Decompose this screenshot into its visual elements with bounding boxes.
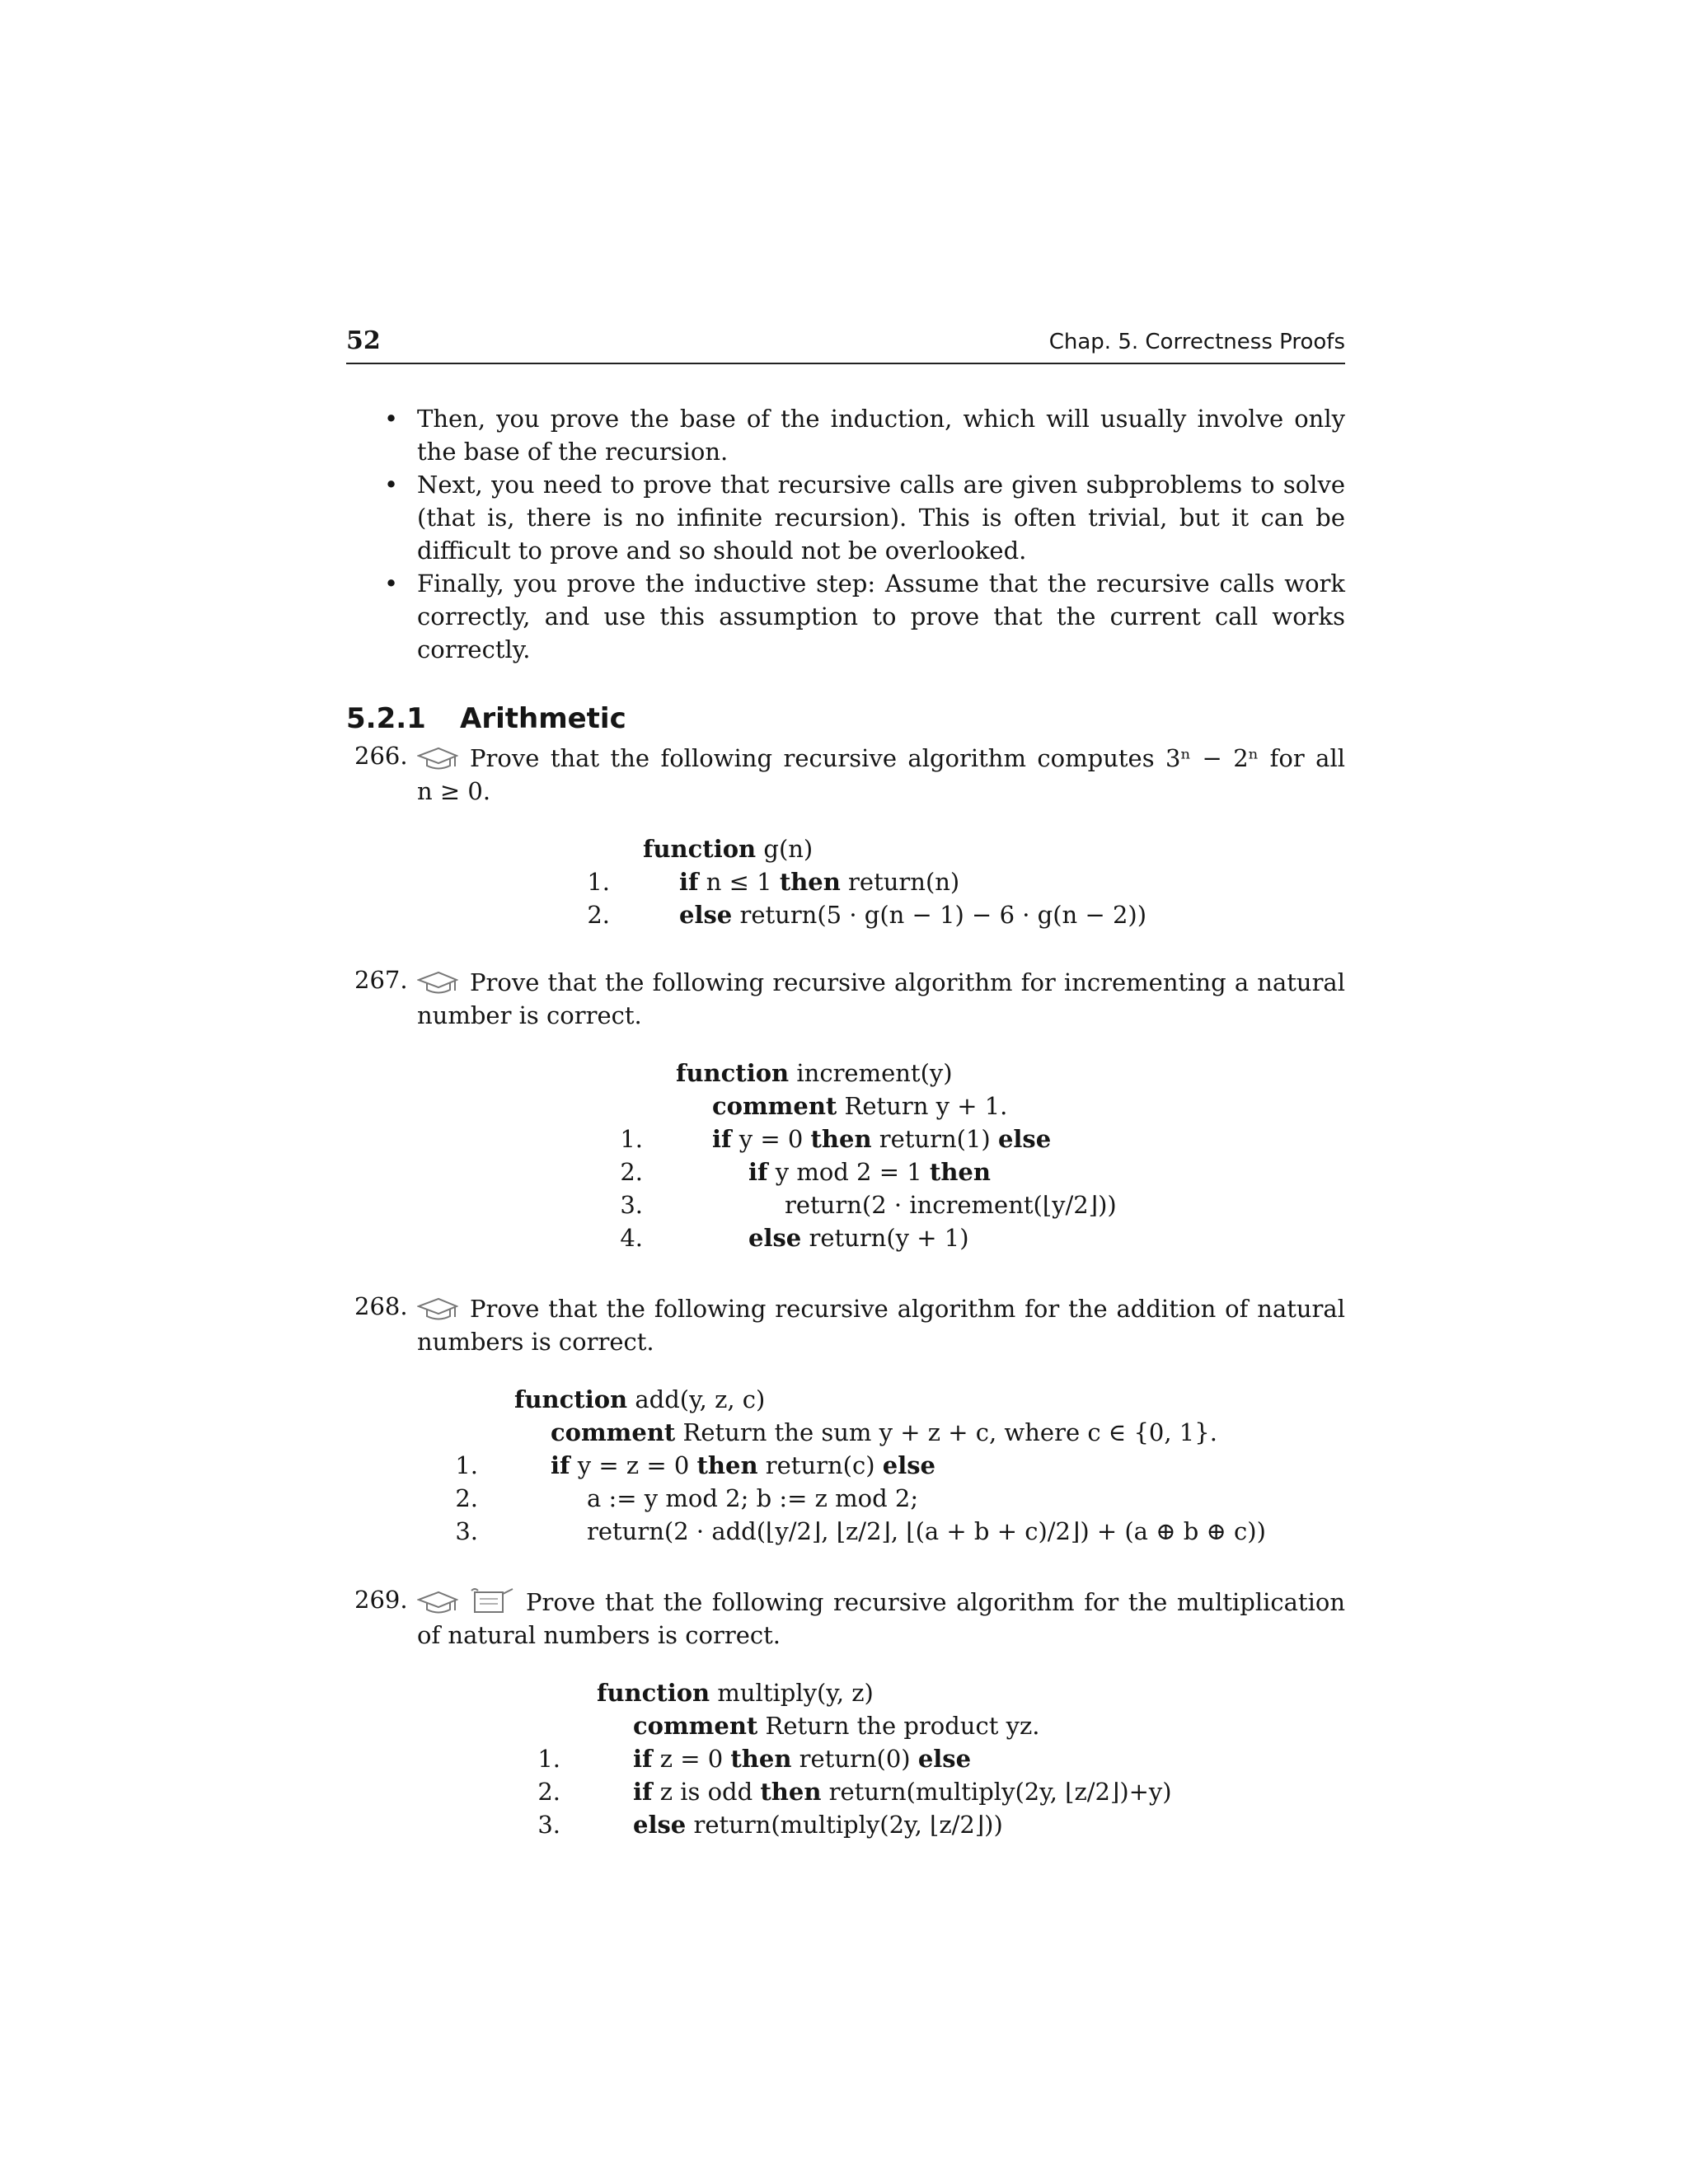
graduation-cap-icon — [417, 747, 458, 771]
bullet-mark: • — [384, 569, 399, 598]
bullet-list — [384, 402, 1345, 666]
statement-text: Prove that the following recursive algorithm computes 3ⁿ − 2ⁿ for all — [470, 744, 1345, 772]
running-head: Chap. 5. Correctness Proofs — [1048, 330, 1345, 354]
statement-text: Prove that the following recursive algorithm for the multiplication — [526, 1588, 1345, 1616]
bullet-text: Finally, you prove the inductive step: Assume that the recursive calls work correctly, and use this assumption to prove that the current call works correctly. — [417, 569, 1345, 663]
bullet-text: Next, you need to prove that recursive calls are given subproblems to solve (that is, there is no infinite recursion). This is often trivial, but it can be difficult to prove and so should not be overlooked. — [417, 471, 1345, 565]
statement-line — [417, 1292, 1345, 1325]
bullet-mark: • — [384, 405, 399, 433]
bullet-mark: • — [384, 471, 399, 499]
problem-statement — [417, 966, 1345, 1032]
problem-number: 269. — [354, 1586, 408, 1614]
statement-line — [417, 1586, 1345, 1619]
problem-number: 266. — [354, 742, 408, 770]
statement-line: number is correct. — [417, 1001, 642, 1029]
page-number: 52 — [346, 326, 381, 355]
section-heading — [346, 702, 626, 735]
statement-line — [417, 742, 1345, 775]
page: 52 Chap. 5. Correctness Proofs • Then, you prove the base of the induction, which will usually involve only the base of the recursion. • Next, you need to prove that recursive calls are given subproblems to solve (that is, there is no infinite recursion). This is often trivial, but it can be difficult to prove and so should not be overlooked. • Finally, you prove the inductive step: Assume that the recursive calls work correctly, and use this assumption to prove that the current call works correctly. 5.2.1 Arithmetic 266. Prove that the following recursive algorithm computes 3ⁿ − 2ⁿ for all n ≥ 0. function g(n) 1. if n ≤ 1 then return(n) 2. else return(5 · g(n − 1) − 6 · g(n − 2)) 267. Prove that the following recursive algorithm for incrementing a natural number is correct. function increment(y) comment Return y + 1. 1. if y = 0 then return(1) else 2. if y mod 2 = 1 then 3. return(2 · increment(⌊y/2⌋)) 4. else return(y + 1) 268. Prove that the following recursive algorithm for the addition of natural numbers is correct. function add(y, z, c) comment Return the sum y + z + c, where c ∈ {0, 1}. 1. if y = z = 0 then return(c) else 2. a := y mod 2; b := z mod 2; 3. return(2 · add(⌊y/2⌋, ⌊z/2⌋, ⌊(a + b + c)/2⌋) + (a ⊕ b ⊕ c)) 269. Prove that the following recursive algorithm for the multiplication of natural numbers is correct. function multiply(y, z) comment Return the product yz. 1. if z = 0 then return(0) else 2. if z is odd then return(multiply(2y, ⌊z/2⌋)+y) 3. else return(multiply(2y, ⌊z/2⌋)) — [346, 326, 1345, 1839]
list-item — [384, 468, 1345, 567]
statement-line: numbers is correct. — [417, 1328, 654, 1356]
statement-text: Prove that the following recursive algorithm for incrementing a natural — [470, 968, 1345, 996]
graduation-cap-icon — [417, 1591, 458, 1615]
page-header — [346, 326, 1345, 364]
problem-statement — [417, 1292, 1345, 1358]
problem-number: 268. — [354, 1292, 408, 1320]
list-item — [384, 402, 1345, 468]
section-title: Arithmetic — [460, 702, 626, 735]
problem-statement — [417, 742, 1345, 808]
section-number: 5.2.1 — [346, 702, 426, 735]
statement-line: of natural numbers is correct. — [417, 1621, 781, 1649]
statement-text: Prove that the following recursive algorithm for the addition of natural — [470, 1295, 1345, 1323]
graduation-cap-icon — [417, 971, 458, 996]
statement-line: n ≥ 0. — [417, 777, 491, 805]
statement-line — [417, 966, 1345, 999]
bullet-text: Then, you prove the base of the induction, which will usually involve only the base of the recursion. — [417, 405, 1345, 466]
scroll-icon — [470, 1587, 514, 1615]
list-item — [384, 567, 1345, 666]
graduation-cap-icon — [417, 1297, 458, 1322]
problem-number: 267. — [354, 966, 408, 994]
problem-statement — [417, 1586, 1345, 1652]
